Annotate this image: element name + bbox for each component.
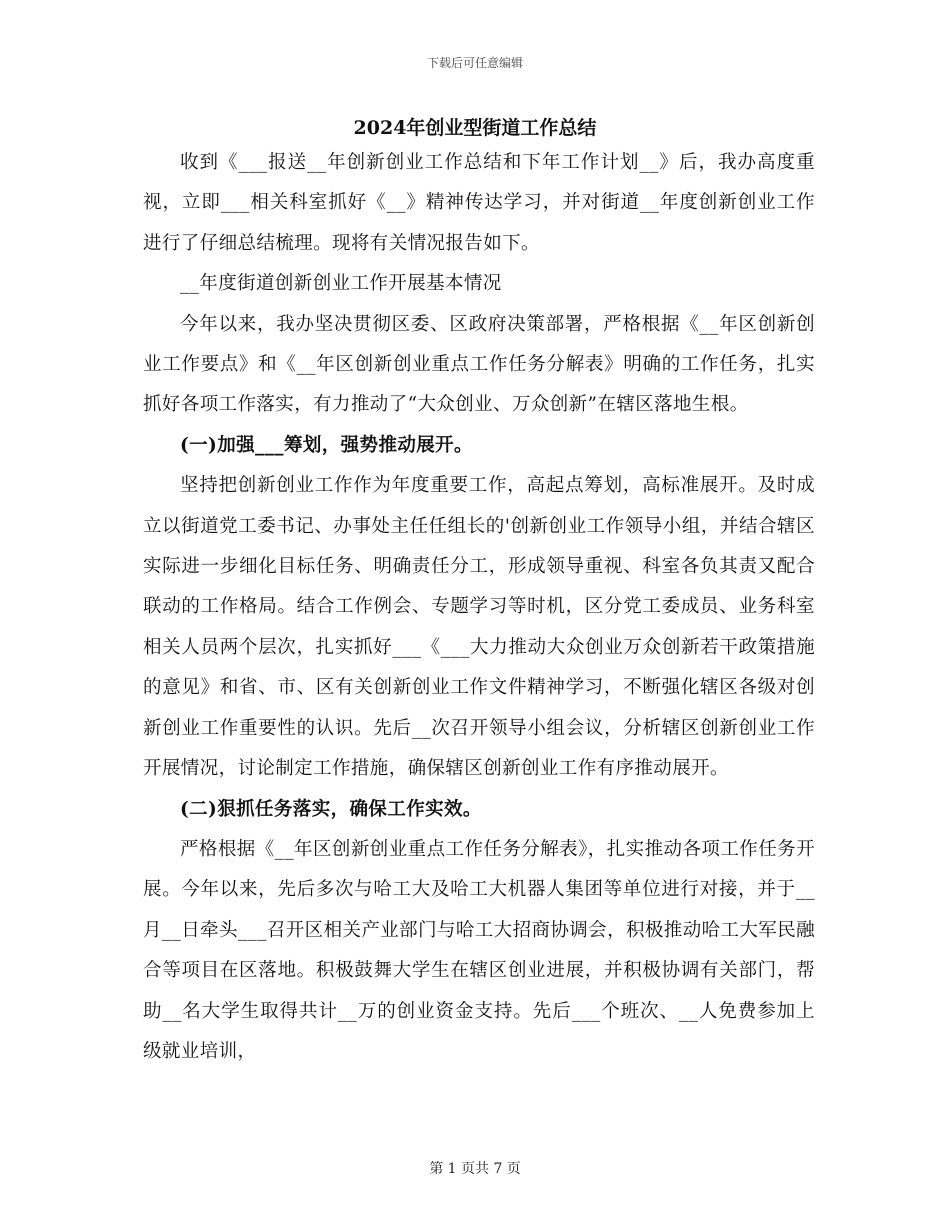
section-heading: __年度街道创新创业工作开展基本情况: [180, 273, 502, 295]
subsection-heading-2: (二)狠抓任务落实，确保工作实效。: [180, 798, 482, 820]
document-body: [143, 143, 815, 1072]
subsection-1-paragraph: 坚持把创新创业工作作为年度重要工作，高起点筹划，高标准展开。及时成立以街道党工委书记、办事处主任任组长的'创新创业工作领导小组，并结合辖区实际进一步细化目标任务、明确责任分工，形成领导重视、科室各负其责又配合联动的工作格局。结合工作例会、专题学习等时机，区分党工委成员、业务科室相关人员两个层次，扎实抓好___《___大力推动大众创业万众创新若干政策措施的意见》和省、市、区有关创新创业工作文件精神学习，不断强化辖区各级对创新创业工作重要性的认识。先后__次召开领导小组会议，分析辖区创新创业工作开展情况，讨论制定工作措施，确保辖区创新创业工作有序推动展开。: [143, 475, 815, 780]
subsection-2-paragraph: 严格根据《__年区创新创业重点工作任务分解表》，扎实推动各项工作任务开展。今年以来，先后多次与哈工大及哈工大机器人集团等单位进行对接，并于__月__日牵头___召开区相关产业部门与哈工大招商协调会，积极推动哈工大军民融合等项目在区落地。积极鼓舞大学生在辖区创业进展，并积极协调有关部门，帮助__名大学生取得共计__万的创业资金支持。先后___个班次、__人免费参加上级就业培训，: [143, 838, 815, 1062]
document-title: 2024年创业型街道工作总结: [353, 117, 597, 139]
overview-paragraph: 今年以来，我办坚决贯彻区委、区政府决策部署，严格根据《__年区创新创业工作要点》和《__年区创新创业重点工作任务分解表》明确的工作任务，扎实抓好各项工作落实，有力推动了“大众创业、万众创新”在辖区落地生根。: [143, 313, 815, 416]
page-number: 第 1 页共 7 页: [429, 1161, 521, 1177]
page-header-note: 下载后可任意编辑: [426, 56, 523, 70]
subsection-heading-1: (一)加强___筹划，强势推动展开。: [180, 434, 473, 456]
intro-paragraph: 收到《___报送__年创新创业工作总结和下年工作计划__》后，我办高度重视，立即___相关科室抓好《__》精神传达学习，并对街道__年度创新创业工作进行了仔细总结梳理。现将有关情况报告如下。: [143, 152, 815, 254]
